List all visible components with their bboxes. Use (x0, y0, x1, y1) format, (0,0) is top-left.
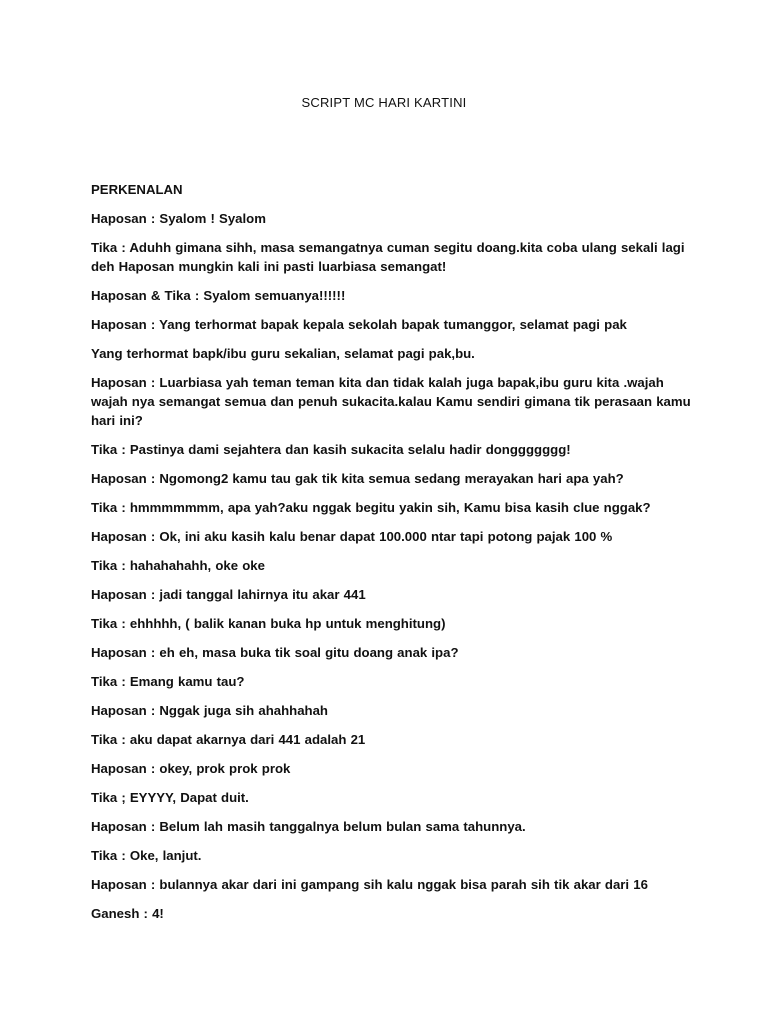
script-line: Haposan : jadi tanggal lahirnya itu akar 441 (91, 587, 366, 602)
script-line: Ganesh : 4! (91, 906, 164, 921)
script-line: Haposan : Luarbiasa yah teman teman kita dan tidak kalah juga bapak,ibu guru kita .wajah wajah nya semangat semua dan penuh sukacita.kalau Kamu sendiri gimana tik perasaan kamu hari ini? (91, 375, 691, 428)
script-line: Haposan : Ok, ini aku kasih kalu benar dapat 100.000 ntar tapi potong pajak 100 % (91, 529, 613, 544)
section-heading: PERKENALAN (91, 182, 183, 197)
document-title: SCRIPT MC HARI KARTINI (301, 95, 467, 110)
script-line: Haposan : Belum lah masih tanggalnya belum bulan sama tahunnya. (91, 819, 526, 834)
script-line: Haposan : Nggak juga sih ahahhahah (91, 703, 328, 718)
script-line: Haposan : okey, prok prok prok (91, 761, 291, 776)
script-line: Haposan : Yang terhormat bapak kepala sekolah bapak tumanggor, selamat pagi pak (91, 317, 627, 332)
script-line: Tika : aku dapat akarnya dari 441 adalah 21 (91, 732, 366, 747)
script-line: Tika : Pastinya dami sejahtera dan kasih sukacita selalu hadir donggggggg! (91, 442, 571, 457)
script-line: Haposan : Syalom ! Syalom (91, 211, 266, 226)
script-body (91, 180, 691, 933)
script-line: Yang terhormat bapk/ibu guru sekalian, selamat pagi pak,bu. (91, 346, 475, 361)
script-line: Tika : Aduhh gimana sihh, masa semangatnya cuman segitu doang.kita coba ulang sekali lagi deh Haposan mungkin kali ini pasti luarbiasa semangat! (91, 240, 685, 274)
script-line: Tika : Oke, lanjut. (91, 848, 202, 863)
script-line: Haposan : eh eh, masa buka tik soal gitu doang anak ipa? (91, 645, 459, 660)
script-line: Haposan : Ngomong2 kamu tau gak tik kita semua sedang merayakan hari apa yah? (91, 471, 624, 486)
script-line: Tika : hmmmmmmm, apa yah?aku nggak begitu yakin sih, Kamu bisa kasih clue nggak? (91, 500, 651, 515)
script-line: Tika : hahahahahh, oke oke (91, 558, 265, 573)
script-line: Haposan : bulannya akar dari ini gampang sih kalu nggak bisa parah sih tik akar dari 16 (91, 877, 648, 892)
script-line: Tika : Emang kamu tau? (91, 674, 245, 689)
script-line: Tika : ehhhhh, ( balik kanan buka hp untuk menghitung) (91, 616, 446, 631)
script-line: Haposan & Tika : Syalom semuanya!!!!!! (91, 288, 346, 303)
script-line: Tika ; EYYYY, Dapat duit. (91, 790, 249, 805)
